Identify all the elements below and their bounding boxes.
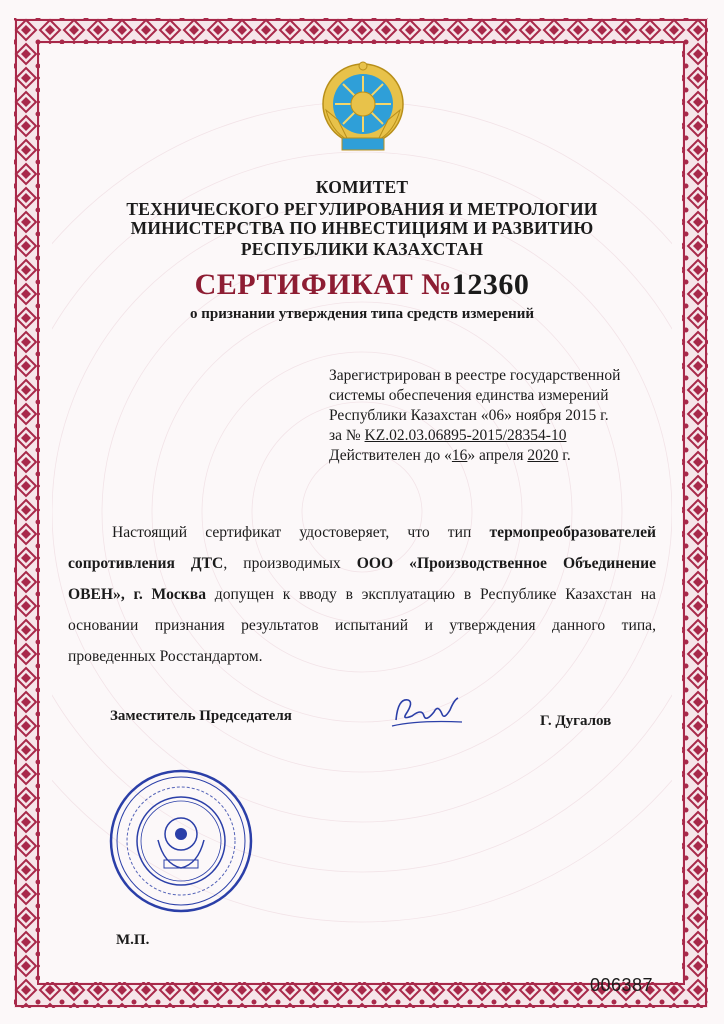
certificate-body (68, 517, 656, 672)
certificate-title (0, 268, 724, 302)
body-part-3: допущен к вводу в эксплуатацию в Республике Казахстан на основании признания результатов испытаний и утверждения данного типа, проведенных Росстандартом. (68, 586, 656, 665)
body-part-2: , производимых (223, 555, 357, 572)
body-part-1: Настоящий сертификат удостоверяет, что тип (112, 524, 490, 541)
header-line-ministry: МИНИСТЕРСТВА ПО ИНВЕСТИЦИЯМ И РАЗВИТИЮ (130, 218, 594, 238)
registration-block (329, 366, 669, 466)
reg-number-prefix: за № (329, 427, 365, 444)
reg-number: KZ.02.03.06895-2015/28354-10 (364, 427, 567, 444)
registration-line-3: Республики Казахстан «06» ноября 2015 г. (329, 407, 609, 424)
body-product: термопреобразователей сопротивления ДТС (68, 524, 656, 572)
header-line-republic: РЕСПУБЛИКИ КАЗАХСТАН (240, 239, 484, 259)
validity-line (329, 446, 669, 466)
body-manufacturer: ООО «Производственное Объединение ОВЕН», г. Москва (68, 555, 657, 603)
serial-number: 006387 (590, 975, 654, 995)
valid-year: 2020 (527, 447, 559, 464)
valid-suffix: г. (558, 447, 571, 464)
kazakhstan-emblem-icon (318, 60, 408, 156)
valid-mid: » апреля (467, 447, 528, 464)
registration-line-4 (329, 426, 669, 446)
valid-prefix: Действителен до « (329, 447, 452, 464)
certificate-title-label: СЕРТИФИКАТ № (194, 268, 452, 301)
handwritten-signature (388, 690, 468, 732)
signatory-role: Заместитель Председателя (110, 708, 292, 724)
registration-line-1: Зарегистрирован в реестре государственной (329, 367, 621, 384)
header-line-committee: КОМИТЕТ (315, 177, 409, 197)
signatory-name: Г. Дугалов (540, 713, 612, 729)
certificate-number: 12360 (451, 268, 530, 301)
registration-line-2: системы обеспечения единства измерений (329, 387, 609, 404)
stamp-place-label: М.П. (116, 932, 150, 948)
certificate-subtitle: о признании утверждения типа средств измерений (189, 306, 535, 322)
header-line-regulation: ТЕХНИЧЕСКОГО РЕГУЛИРОВАНИЯ И МЕТРОЛОГИИ (126, 199, 598, 219)
valid-day: 16 (451, 447, 468, 464)
official-seal-icon (108, 768, 254, 914)
